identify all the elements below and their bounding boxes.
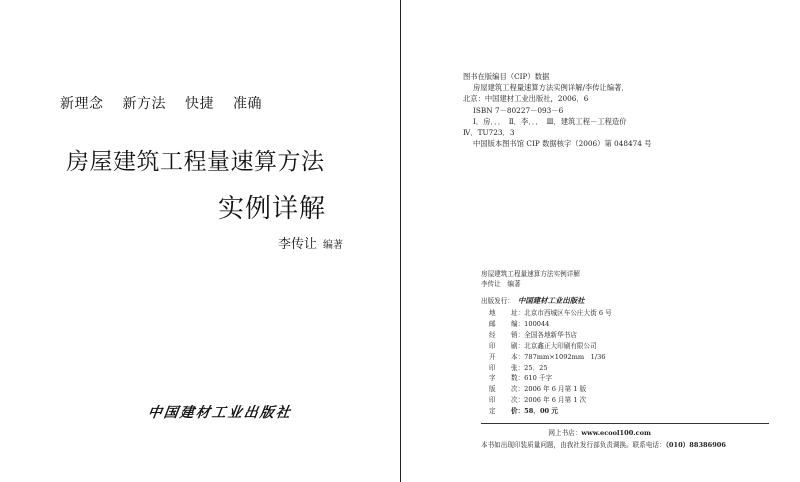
book-title-line1: 房屋建筑工程量速算方法 bbox=[66, 149, 325, 175]
press-label: 出版发行： bbox=[481, 297, 514, 305]
slogan-item: 快捷 bbox=[185, 96, 214, 112]
cip-line: 北京：中国建材工业出版社，2006．6 bbox=[463, 94, 589, 104]
publisher-logo: 中国建材工业出版社 bbox=[146, 405, 293, 421]
imprint-row bbox=[481, 395, 781, 406]
book-title-line2: 实例详解 bbox=[218, 194, 327, 224]
cip-line: 中国版本图书馆 CIP 数据核字（2006）第 048474 号 bbox=[473, 139, 652, 149]
web-url: www.ecool100.com bbox=[581, 429, 651, 438]
cip-data-block bbox=[463, 71, 652, 149]
press-name: 中国建材工业出版社 bbox=[517, 296, 585, 305]
imprint-row bbox=[481, 341, 781, 352]
row-label: 印 bbox=[489, 396, 496, 405]
slogan-item: 新方法 bbox=[122, 96, 166, 112]
imprint-row bbox=[481, 373, 781, 384]
imprint-row bbox=[481, 363, 781, 374]
imprint-divider bbox=[481, 423, 769, 424]
row-label: 定 bbox=[489, 407, 496, 416]
author-name: 李传让 bbox=[278, 237, 318, 252]
author-role: 编著 bbox=[323, 240, 344, 251]
row-label: 地 bbox=[489, 309, 496, 317]
row-label: 印 bbox=[489, 363, 496, 372]
cip-heading: 图书在版编目（CIP）数据 bbox=[463, 72, 550, 81]
row-value: 本：787mm×1092mm 1/36 bbox=[511, 352, 606, 361]
imprint-author: 李传让 编著 bbox=[481, 280, 521, 288]
author-credit bbox=[278, 233, 343, 252]
slogan-line bbox=[60, 93, 281, 113]
imprint-row bbox=[481, 406, 781, 417]
online-store-line bbox=[481, 427, 781, 439]
row-label: 字 bbox=[489, 374, 496, 383]
quality-note-line bbox=[481, 439, 781, 451]
row-label: 印 bbox=[489, 341, 496, 350]
row-value: 址：北京市西城区车公庄大街 6 号 bbox=[511, 309, 612, 317]
row-label: 开 bbox=[489, 352, 496, 361]
row-label: 经 bbox=[489, 330, 496, 339]
row-value: 张：25．25 bbox=[511, 363, 548, 372]
row-value: 数：610 千字 bbox=[511, 374, 553, 383]
row-label: 邮 bbox=[489, 319, 496, 328]
cip-line: Ⅰ．房．．． Ⅱ．李．．． Ⅲ．建筑工程－工程造价 bbox=[473, 116, 627, 126]
row-value: 次：2006 年 6 月第 1 次 bbox=[511, 396, 587, 405]
imprint-row bbox=[481, 319, 781, 330]
row-value: 刷：北京鑫正大印刷有限公司 bbox=[511, 341, 597, 350]
slogan-item: 准确 bbox=[233, 96, 262, 112]
slogan-item: 新理念 bbox=[60, 96, 104, 112]
phone-number: （010）88386906 bbox=[665, 441, 726, 450]
web-label: 网上书店： bbox=[548, 429, 582, 438]
imprint-row bbox=[481, 384, 781, 395]
phone-label: 联系电话： bbox=[632, 441, 666, 450]
imprint-row bbox=[481, 330, 781, 341]
imprint-row bbox=[481, 308, 781, 319]
row-value: 编：100044 bbox=[511, 319, 550, 328]
cip-line: Ⅳ．TU723．3 bbox=[463, 128, 515, 138]
imprint-block bbox=[481, 269, 781, 451]
row-value: 次：2006 年 6 月第 1 版 bbox=[511, 385, 587, 394]
cip-line: 房屋建筑工程量速算方法实例详解/李传让编著． bbox=[473, 83, 629, 93]
imprint-press bbox=[481, 295, 781, 307]
imprint-title: 房屋建筑工程量速算方法实例详解 bbox=[481, 270, 580, 278]
row-label: 版 bbox=[489, 385, 496, 394]
quality-note: 本书如出现印装质量问题，由我社发行部负责调换。 bbox=[481, 441, 633, 450]
copyright-page bbox=[401, 0, 800, 482]
cip-isbn: ISBN 7－80227－093－6 bbox=[473, 105, 564, 115]
row-value-price: 价：58．00 元 bbox=[511, 407, 559, 416]
row-value: 销：全国各地新华书店 bbox=[511, 330, 577, 339]
imprint-row bbox=[481, 352, 781, 363]
